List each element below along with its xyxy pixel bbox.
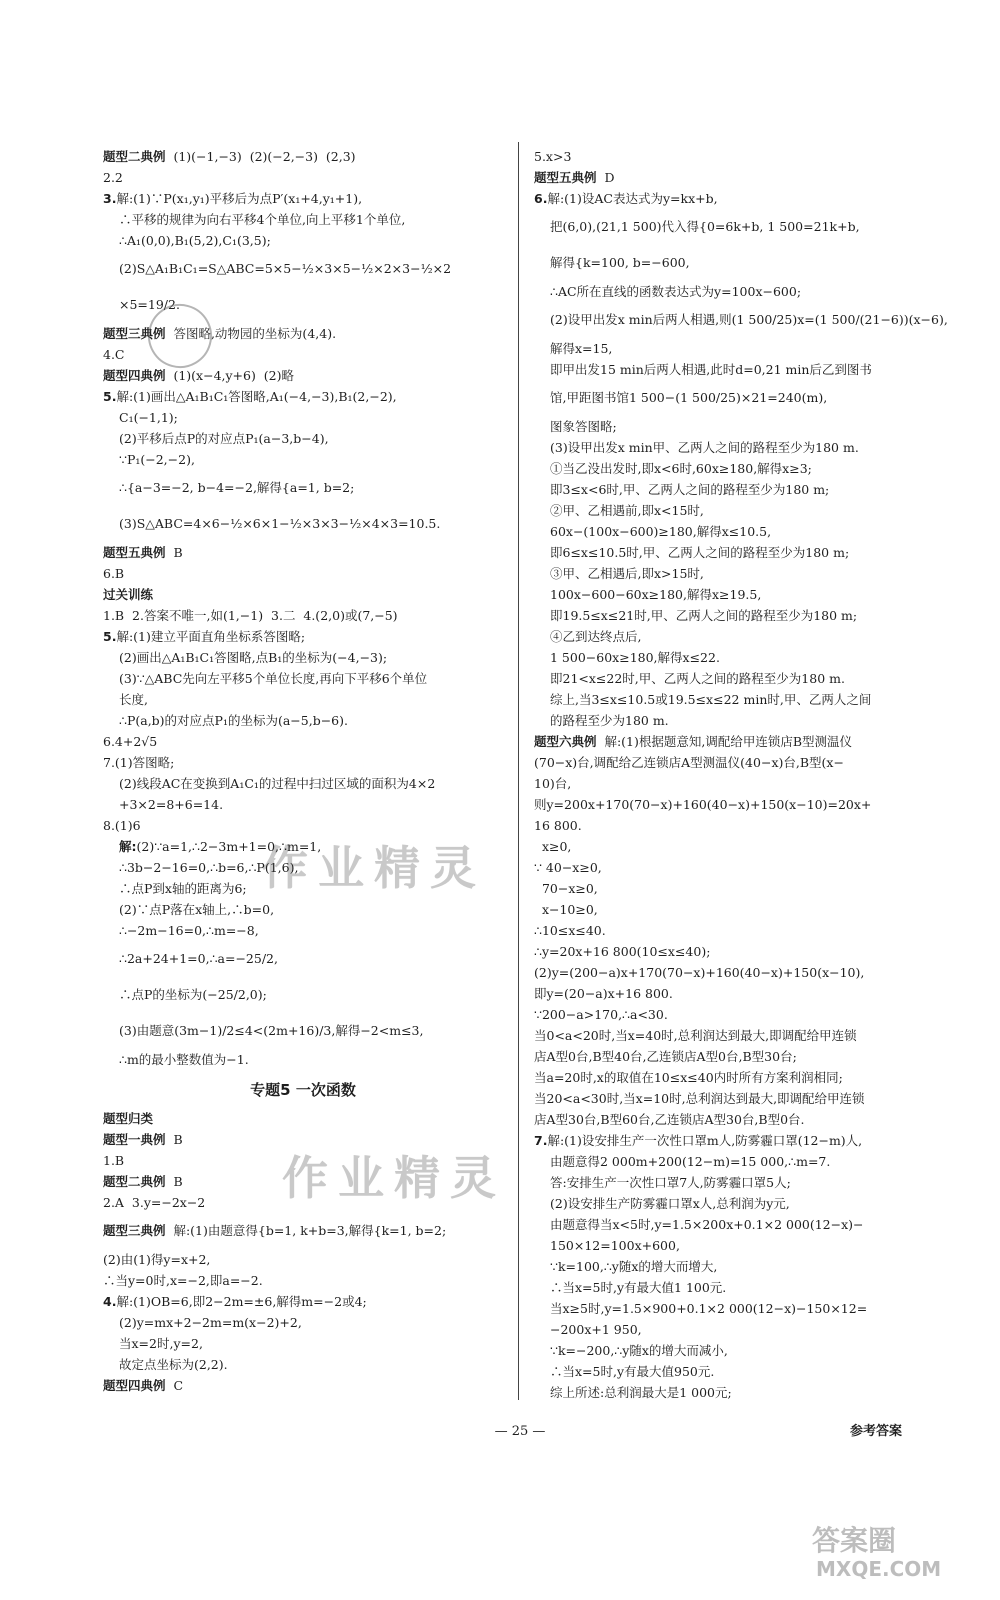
answer-text: (2)平移后点P的对应点P₁(a−3,b−4), bbox=[119, 431, 329, 446]
answer-text: 解:(1)建立平面直角坐标系答图略; bbox=[116, 629, 306, 644]
answer-line bbox=[103, 1375, 503, 1396]
answer-text: 故定点坐标为(2,2). bbox=[119, 1357, 228, 1372]
answer-text: 即y=(20−a)x+16 800. bbox=[534, 986, 673, 1001]
answer-line bbox=[103, 1354, 503, 1375]
answer-line bbox=[534, 359, 974, 380]
answer-text: 即3≤x<6时,甲、乙两人之间的路程至少为180 m; bbox=[550, 482, 830, 497]
answer-text: (2)设安排生产防雾霾口罩x人,总利润为y元, bbox=[550, 1196, 790, 1211]
answer-text: ④乙到达终点后, bbox=[550, 629, 642, 644]
answer-line bbox=[534, 626, 974, 647]
answer-line bbox=[534, 920, 974, 941]
svg-text:MXQE.COM: MXQE.COM bbox=[816, 1557, 942, 1581]
answer-label: 题型三典例 bbox=[103, 326, 166, 341]
answer-line bbox=[103, 146, 503, 167]
answer-line bbox=[103, 542, 503, 563]
answer-line bbox=[534, 458, 974, 479]
answer-text: (2)y=mx+2−2m=m(x−2)+2, bbox=[119, 1315, 302, 1330]
answer-text: 解:(1)由题意得{b=1, k+b=3,解得{k=1, b=2; bbox=[165, 1223, 447, 1238]
answer-line bbox=[534, 962, 974, 983]
answer-line bbox=[103, 752, 503, 773]
answer-line bbox=[534, 878, 974, 899]
answer-label: 题型四典例 bbox=[103, 1378, 166, 1393]
answer-text: 图象答图略; bbox=[550, 419, 617, 434]
answer-line bbox=[534, 1319, 974, 1340]
answer-line bbox=[534, 209, 974, 245]
footer-label: 参考答案 bbox=[850, 1424, 903, 1439]
answer-text: 综上,当3≤x≤10.5或19.5≤x≤22 min时,甲、乙两人之间 bbox=[550, 692, 872, 707]
answer-line bbox=[103, 647, 503, 668]
answer-line bbox=[534, 245, 974, 281]
answer-line bbox=[534, 794, 974, 815]
answer-text: 即19.5≤x≤21时,甲、乙两人之间的路程至少为180 m; bbox=[550, 608, 858, 623]
answer-text: 当20<a<30时,当x=10时,总利润达到最大,即调配给甲连锁 bbox=[534, 1091, 865, 1106]
answer-line bbox=[534, 1004, 974, 1025]
answer-text: 当a=20时,x的取值在10≤x≤40内时所有方案利润相同; bbox=[534, 1070, 843, 1085]
answer-line bbox=[534, 1340, 974, 1361]
answer-line bbox=[534, 1361, 974, 1382]
answer-text: 60x−(100x−600)≥180,解得x≤10.5, bbox=[550, 524, 772, 539]
answer-text: (1)(x−4,y+6) (2)略 bbox=[165, 368, 295, 383]
answer-text: ∵P₁(−2,−2), bbox=[119, 452, 195, 467]
answer-line bbox=[103, 167, 503, 188]
answer-text: 150×12=100x+600, bbox=[550, 1238, 680, 1253]
page-number: — 25 — bbox=[494, 1424, 546, 1439]
answer-line bbox=[534, 338, 974, 359]
answer-text: 答图略,动物园的坐标为(4,4). bbox=[165, 326, 337, 341]
answer-text: 5.x>3 bbox=[534, 149, 572, 164]
answer-label: 题型五典例 bbox=[534, 170, 597, 185]
answer-text: (2)∵a=1,∴2−3m+1=0,∴m=1, bbox=[136, 839, 322, 854]
answer-line bbox=[103, 1270, 503, 1291]
answer-label: 解: bbox=[119, 839, 137, 854]
answer-label: 题型三典例 bbox=[103, 1223, 166, 1238]
answer-text: C bbox=[165, 1378, 184, 1393]
answer-line bbox=[534, 584, 974, 605]
answer-text: 店A型30台,B型60台,乙连锁店A型30台,B型0台. bbox=[534, 1112, 805, 1127]
answer-line bbox=[534, 815, 974, 836]
answer-line bbox=[103, 428, 503, 449]
answer-line bbox=[103, 689, 503, 710]
answer-label: 题型五典例 bbox=[103, 545, 166, 560]
answer-text: 当0<a<20时,当x=40时,总利润达到最大,即调配给甲连锁 bbox=[534, 1028, 857, 1043]
answer-text: ∴2a+24+1=0,∴a=−25/2, bbox=[119, 951, 278, 966]
answer-line bbox=[534, 710, 974, 731]
answer-text: −200x+1 950, bbox=[550, 1322, 642, 1337]
answer-text: (2)S△A₁B₁C₁=S△ABC=5×5−½×3×5−½×2×3−½×2 bbox=[119, 261, 452, 276]
answer-line bbox=[534, 1109, 974, 1130]
answer-line bbox=[534, 857, 974, 878]
answer-text: 100x−600−60x≥180,解得x≥19.5, bbox=[550, 587, 762, 602]
answer-line bbox=[534, 836, 974, 857]
answer-text: (2)由(1)得y=x+2, bbox=[103, 1252, 211, 1267]
answer-line bbox=[534, 1025, 974, 1046]
answer-line bbox=[534, 983, 974, 1004]
answer-line bbox=[103, 188, 503, 209]
svg-text:答案圈: 答案圈 bbox=[812, 1524, 897, 1557]
answer-text: 的路程至少为180 m. bbox=[550, 713, 669, 728]
answer-text: (2)设甲出发x min后两人相遇,则(1 500/25)x=(1 500/(21−6))(x−6), bbox=[550, 312, 948, 327]
answer-text: C₁(−1,1); bbox=[119, 410, 178, 425]
answer-text: ∴{a−3=−2, b−4=−2,解得{a=1, b=2; bbox=[119, 480, 355, 495]
answer-line bbox=[534, 1151, 974, 1172]
answer-text: ∴A₁(0,0),B₁(5,2),C₁(3,5); bbox=[119, 233, 271, 248]
answer-text: 解:(1)画出△A₁B₁C₁答图略,A₁(−4,−3),B₁(2,−2), bbox=[116, 389, 397, 404]
answer-line bbox=[103, 506, 503, 542]
answer-text: (2)线段AC在变换到A₁C₁的过程中扫过区域的面积为4×2 bbox=[119, 776, 436, 791]
site-logo bbox=[806, 1520, 966, 1584]
answer-label: 6. bbox=[534, 191, 548, 206]
answer-text: ∴m的最小整数值为−1. bbox=[119, 1052, 249, 1067]
answer-text: ∴AC所在直线的函数表达式为y=100x−600; bbox=[550, 284, 802, 299]
answer-line bbox=[534, 188, 974, 209]
answer-text: +3×2=8+6=14. bbox=[119, 797, 224, 812]
answer-line bbox=[534, 731, 974, 752]
answer-text: B bbox=[165, 545, 183, 560]
answer-line bbox=[534, 1088, 974, 1109]
answer-line bbox=[103, 605, 503, 626]
answer-text: 答:安排生产一次性口罩7人,防雾霾口罩5人; bbox=[550, 1175, 791, 1190]
answer-text: 7.(1)答图略; bbox=[103, 755, 175, 770]
answer-text: ∴y=20x+16 800(10≤x≤40); bbox=[534, 944, 711, 959]
answer-text: ∴3b−2−16=0,∴b=6,∴P(1,6), bbox=[119, 860, 299, 875]
answer-text: (1)(−1,−3) (2)(−2,−3) (2,3) bbox=[165, 149, 356, 164]
answer-line bbox=[103, 899, 503, 920]
answer-text: 解:(1)设安排生产一次性口罩m人,防雾霾口罩(12−m)人, bbox=[547, 1133, 863, 1148]
answer-line bbox=[534, 521, 974, 542]
answer-text: B bbox=[165, 1132, 183, 1147]
answer-text: 2.A 3.y=−2x−2 bbox=[103, 1195, 206, 1210]
answer-label: 5. bbox=[103, 629, 117, 644]
answer-text: 由题意得当x<5时,y=1.5×200x+0.1×2 000(12−x)− bbox=[550, 1217, 864, 1232]
answer-text: ∴−2m−16=0,∴m=−8, bbox=[119, 923, 259, 938]
answer-line bbox=[534, 689, 974, 710]
answer-text: 2.2 bbox=[103, 170, 123, 185]
answer-text: 即6≤x≤10.5时,甲、乙两人之间的路程至少为180 m; bbox=[550, 545, 850, 560]
answer-line bbox=[534, 1382, 974, 1403]
answer-text: 10)台, bbox=[534, 776, 572, 791]
answer-text: 把(6,0),(21,1 500)代入得{0=6k+b, 1 500=21k+b, bbox=[550, 219, 860, 234]
answer-text: ∴10≤x≤40. bbox=[534, 923, 606, 938]
answer-line bbox=[534, 773, 974, 794]
answer-line bbox=[103, 1213, 503, 1249]
answer-label: 题型六典例 bbox=[534, 734, 597, 749]
answer-text: (2)画出△A₁B₁C₁答图略,点B₁的坐标为(−4,−3); bbox=[119, 650, 388, 665]
answer-line bbox=[534, 281, 974, 302]
answer-text: ∵200−a>170,∴a<30. bbox=[534, 1007, 668, 1022]
section-heading: 专题5 一次函数 bbox=[250, 1081, 356, 1099]
answer-text: 1.B bbox=[103, 1153, 125, 1168]
answer-line bbox=[103, 584, 503, 605]
right-answer-block bbox=[534, 146, 974, 1403]
answer-text: 解得x=15, bbox=[550, 341, 613, 356]
answer-label: 7. bbox=[534, 1133, 548, 1148]
answer-line bbox=[103, 773, 503, 794]
answer-line bbox=[534, 500, 974, 521]
answer-line bbox=[103, 470, 503, 506]
answer-text: (70−x)台,调配给乙连锁店A型测温仪(40−x)台,B型(x− bbox=[534, 755, 844, 770]
answer-text: ∵ 40−x≥0, bbox=[534, 860, 602, 875]
answer-text: 16 800. bbox=[534, 818, 582, 833]
answer-line bbox=[103, 1013, 503, 1049]
answer-label: 过关训练 bbox=[103, 587, 154, 602]
answer-line bbox=[534, 1214, 974, 1235]
answer-text: 70−x≥0, bbox=[534, 881, 598, 896]
answer-line bbox=[103, 563, 503, 584]
watermark: 作业精灵 bbox=[282, 1151, 506, 1205]
answer-line bbox=[534, 563, 974, 584]
answer-label: 题型一典例 bbox=[103, 1132, 166, 1147]
answer-text: 即21<x≤22时,甲、乙两人之间的路程至少为180 m. bbox=[550, 671, 845, 686]
answer-text: ②甲、乙相遇前,即x<15时, bbox=[550, 503, 704, 518]
answer-line bbox=[103, 1249, 503, 1270]
answer-text: ∴平移的规律为向右平移4个单位,向上平移1个单位, bbox=[119, 212, 406, 227]
watermark: 作业精灵 bbox=[262, 841, 486, 895]
answer-line bbox=[534, 1172, 974, 1193]
answer-line bbox=[534, 899, 974, 920]
answer-text: 6.B bbox=[103, 566, 125, 581]
answer-text: 解:(1)∵P(x₁,y₁)平移后为点P′(x₁+4,y₁+1), bbox=[116, 191, 363, 206]
column-divider bbox=[518, 142, 519, 1400]
answer-line bbox=[534, 605, 974, 626]
answer-text: 由题意得2 000m+200(12−m)=15 000,∴m=7. bbox=[550, 1154, 831, 1169]
right-column bbox=[534, 146, 974, 1403]
answer-line bbox=[534, 167, 974, 188]
answer-line bbox=[103, 920, 503, 941]
answer-label: 题型归类 bbox=[103, 1111, 154, 1126]
answer-line bbox=[534, 1193, 974, 1214]
answer-line bbox=[534, 647, 974, 668]
answer-text: (3)设甲出发x min甲、乙两人之间的路程至少为180 m. bbox=[550, 440, 859, 455]
answer-line bbox=[534, 302, 974, 338]
answer-line bbox=[534, 752, 974, 773]
answer-text: ∵k=−200,∴y随x的增大而减小, bbox=[550, 1343, 728, 1358]
answer-line bbox=[534, 437, 974, 458]
answer-line bbox=[534, 542, 974, 563]
answer-text: ∴当x=5时,y有最大值950元. bbox=[550, 1364, 715, 1379]
answer-text: 综上所述:总利润最大是1 000元; bbox=[550, 1385, 732, 1400]
answer-line bbox=[103, 1333, 503, 1354]
answer-label: 题型二典例 bbox=[103, 149, 166, 164]
answer-line bbox=[534, 479, 974, 500]
answer-text: 解:(1)设AC表达式为y=kx+b, bbox=[547, 191, 718, 206]
answer-line bbox=[534, 416, 974, 437]
answer-text: 店A型0台,B型40台,乙连锁店A型0台,B型30台; bbox=[534, 1049, 797, 1064]
answer-line bbox=[103, 407, 503, 428]
answer-line bbox=[103, 251, 503, 287]
answer-text: D bbox=[596, 170, 615, 185]
answer-text: 长度, bbox=[119, 692, 148, 707]
answer-text: (3)∵△ABC先向左平移5个单位长度,再向下平移6个单位 bbox=[119, 671, 428, 686]
answer-line bbox=[534, 1067, 974, 1088]
answer-line bbox=[534, 1256, 974, 1277]
answer-text: 4.C bbox=[103, 347, 125, 362]
answer-line bbox=[103, 710, 503, 731]
answer-text: (2)y=(200−a)x+170(70−x)+160(40−x)+150(x−10), bbox=[534, 965, 865, 980]
answer-text: B bbox=[165, 1174, 183, 1189]
answer-label: 4. bbox=[103, 1294, 117, 1309]
answer-line bbox=[534, 146, 974, 167]
answer-line bbox=[534, 1235, 974, 1256]
answer-line bbox=[103, 449, 503, 470]
answer-text: ③甲、乙相遇后,即x>15时, bbox=[550, 566, 704, 581]
answer-line bbox=[103, 1312, 503, 1333]
answer-text: 6.4+2√5 bbox=[103, 734, 158, 749]
answer-text: 8.(1)6 bbox=[103, 818, 141, 833]
answer-label: 题型二典例 bbox=[103, 1174, 166, 1189]
answer-text: ∴点P到x轴的距离为6; bbox=[119, 881, 247, 896]
answer-line bbox=[103, 1049, 503, 1070]
answer-text: ∴P(a,b)的对应点P₁的坐标为(a−5,b−6). bbox=[119, 713, 348, 728]
answer-text: ×5=19/2. bbox=[119, 297, 180, 312]
answer-line bbox=[103, 386, 503, 407]
answer-text: x≥0, bbox=[534, 839, 572, 854]
answer-text: ∵k=100,∴y随x的增大而增大, bbox=[550, 1259, 718, 1274]
answer-line bbox=[534, 1046, 974, 1067]
answer-line bbox=[534, 380, 974, 416]
answer-line bbox=[103, 731, 503, 752]
answer-text: 即甲出发15 min后两人相遇,此时d=0,21 min后乙到图书 bbox=[550, 362, 872, 377]
answer-line bbox=[534, 668, 974, 689]
answer-text: 馆,甲距图书馆1 500−(1 500/25)×21=240(m), bbox=[550, 390, 828, 405]
answer-line bbox=[103, 977, 503, 1013]
answer-label: 5. bbox=[103, 389, 117, 404]
answer-text: x−10≥0, bbox=[534, 902, 598, 917]
answer-line bbox=[534, 1298, 974, 1319]
answer-text: 当x=2时,y=2, bbox=[119, 1336, 203, 1351]
answer-text: ∴当x=5时,y有最大值1 100元. bbox=[550, 1280, 727, 1295]
answer-line bbox=[534, 1130, 974, 1151]
answer-line bbox=[103, 794, 503, 815]
answer-line bbox=[103, 1108, 503, 1129]
answer-text: 解:(1)OB=6,即2−2m=±6,解得m=−2或4; bbox=[116, 1294, 367, 1309]
answer-text: (3)S△ABC=4×6−½×6×1−½×3×3−½×4×3=10.5. bbox=[119, 516, 441, 531]
answer-line bbox=[103, 365, 503, 386]
answer-line bbox=[103, 1291, 503, 1312]
answer-line bbox=[103, 941, 503, 977]
answer-text: 1 500−60x≥180,解得x≤22. bbox=[550, 650, 720, 665]
answer-text: 当x≥5时,y=1.5×900+0.1×2 000(12−x)−150×12= bbox=[550, 1301, 868, 1316]
answer-line bbox=[103, 668, 503, 689]
answer-text: (2)∵点P落在x轴上,∴b=0, bbox=[119, 902, 275, 917]
answer-line bbox=[103, 230, 503, 251]
answer-text: 解:(1)根据题意知,调配给甲连锁店B型测温仪 bbox=[596, 734, 853, 749]
answer-line bbox=[534, 1277, 974, 1298]
answer-text: 解得{k=100, b=−600, bbox=[550, 255, 690, 270]
answer-line bbox=[103, 209, 503, 230]
answer-text: ∴点P的坐标为(−25/2,0); bbox=[119, 987, 267, 1002]
answer-text: 1.B 2.答案不唯一,如(1,−1) 3.二 4.(2,0)或(7,−5) bbox=[103, 608, 398, 623]
answer-label: 3. bbox=[103, 191, 117, 206]
answer-text: 则y=200x+170(70−x)+160(40−x)+150(x−10)=20x+ bbox=[534, 797, 872, 812]
left-answer-block bbox=[103, 146, 503, 1070]
answer-text: ①当乙没出发时,即x<6时,60x≥180,解得x≥3; bbox=[550, 461, 812, 476]
answer-line bbox=[534, 941, 974, 962]
answer-label: 题型四典例 bbox=[103, 368, 166, 383]
answer-text: ∴当y=0时,x=−2,即a=−2. bbox=[103, 1273, 263, 1288]
answer-line bbox=[103, 626, 503, 647]
answer-text: (3)由题意(3m−1)/2≤4<(2m+16)/3,解得−2<m≤3, bbox=[119, 1023, 424, 1038]
